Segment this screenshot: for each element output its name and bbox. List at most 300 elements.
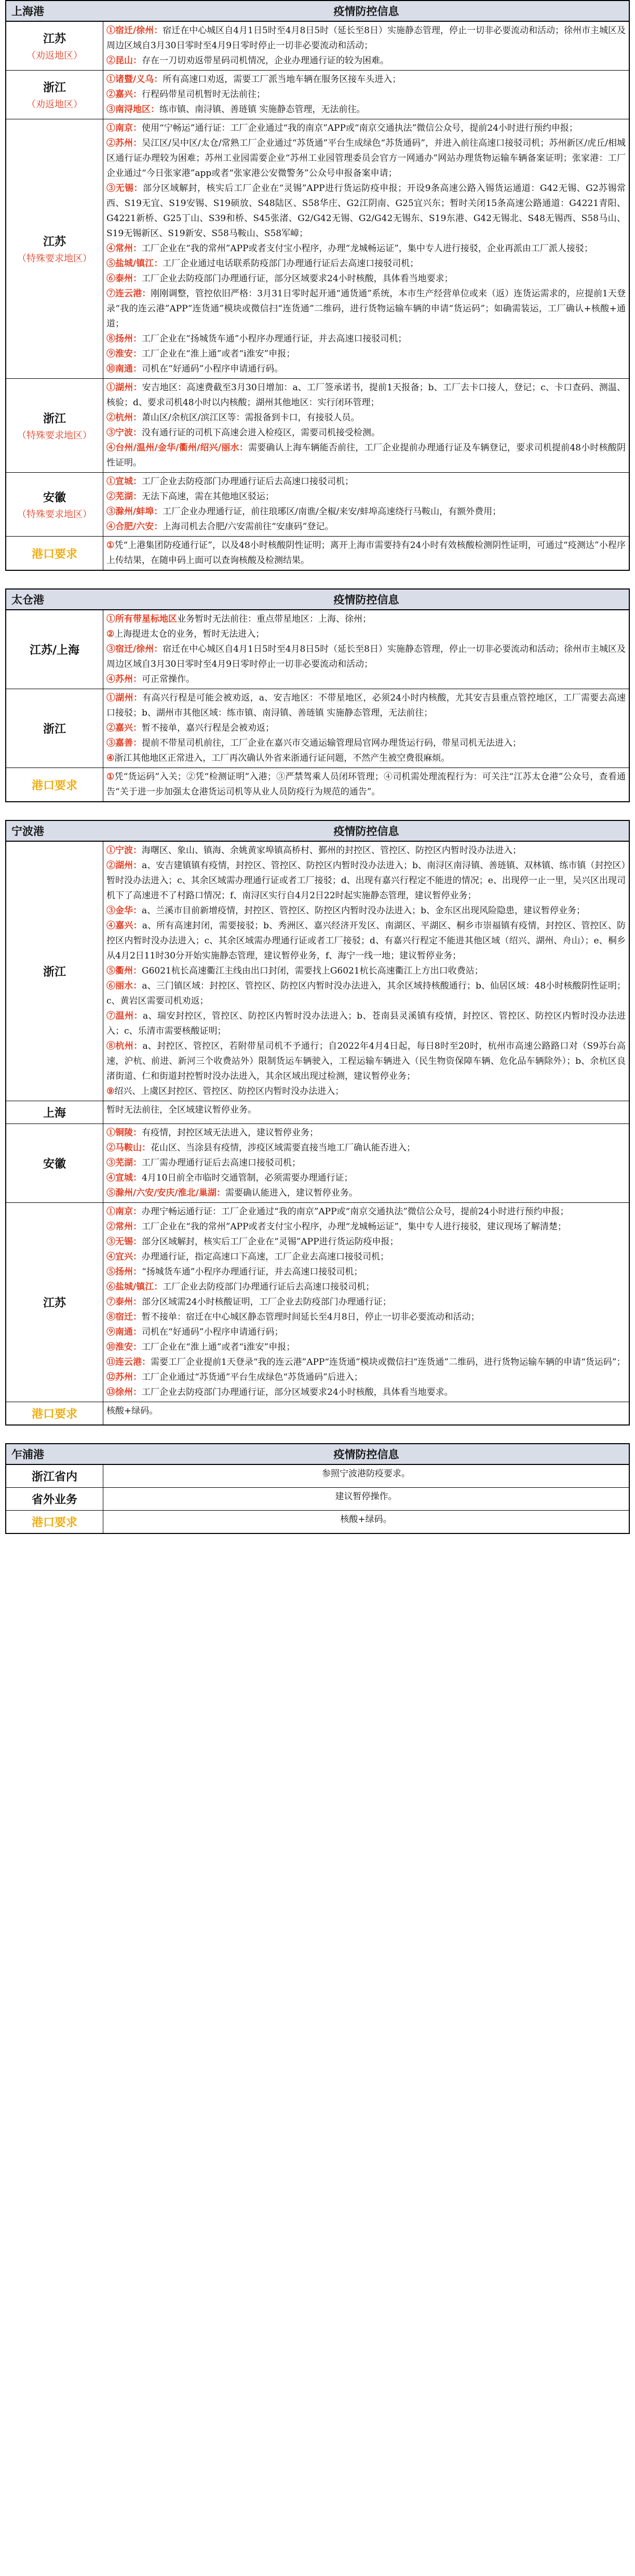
policy-text bbox=[103, 22, 629, 70]
item-text: 工厂企业在“我的常州”APP或者支付宝小程序，办理“龙城畅运证”，集中专人进行接驳，企业再派由工厂派人接驳； bbox=[142, 243, 593, 254]
item-number: ① bbox=[106, 693, 116, 703]
region-name: 浙江 bbox=[43, 966, 66, 979]
region-name: 江苏/上海 bbox=[29, 644, 80, 657]
item-location: 苏州： bbox=[115, 138, 142, 148]
item-text: a、兰溪市目前新增疫情，封控区、管控区、防控区内暂时没办法进入；b、金东区出现风险隐患，建议暂停业务； bbox=[142, 906, 586, 916]
item-text: 工厂企业去防疫部门办理通行证，部分区域要求24小时核酸，具体看当地要求； bbox=[142, 273, 453, 284]
item-number: ② bbox=[106, 89, 115, 100]
item-number: ⑦ bbox=[106, 289, 116, 299]
item-text: 需要确认能进入，建议暂停业务。 bbox=[225, 1188, 358, 1198]
item-location: 淮安： bbox=[115, 1342, 142, 1352]
item-number: ⑦ bbox=[106, 1011, 116, 1021]
region-cell bbox=[6, 768, 103, 801]
item-location: 衢州： bbox=[115, 966, 142, 976]
region-row bbox=[6, 1488, 629, 1511]
item-text: 没有通行证的司机下高速会进入检疫区，需要司机接受检测。 bbox=[142, 428, 380, 438]
region-cell bbox=[6, 22, 103, 70]
policy-item bbox=[106, 332, 626, 347]
item-location: 无锡： bbox=[115, 1237, 142, 1247]
region-name: 浙江 bbox=[43, 81, 66, 94]
port-name: 乍浦港 bbox=[11, 1448, 44, 1461]
item-location: 盐城/镇江： bbox=[115, 1282, 163, 1292]
policy-item bbox=[106, 736, 626, 751]
item-text: 花山区、当涂县有疫情，涉疫区域需要直接当地工厂确认能否进入； bbox=[151, 1143, 415, 1153]
item-number: ③ bbox=[106, 183, 116, 194]
policy-item bbox=[106, 538, 626, 568]
region-name: 上海 bbox=[43, 1107, 66, 1120]
item-number: ④ bbox=[106, 522, 115, 532]
item-location: 嘉兴： bbox=[115, 89, 142, 100]
policy-text bbox=[103, 842, 629, 1101]
item-text: a、安吉建镇镇有疫情，封控区、管控区、防控区内暂时没办法进入；b、南浔区南浔镇、善琏镇、双林镇、练市镇（封控区）暂时没办法进入；c、其余区域需办理通行证或者工厂接驳；d、出现有嘉兴行程定不能进的情况；e、出现停一止一里，吴兴区出现司机下了高速进不了村路口情况；f、南浔区实行自4月2日22时起实施静态管理，建议暂停业务； bbox=[106, 860, 626, 901]
region-cell bbox=[6, 610, 103, 689]
policy-item bbox=[106, 87, 626, 102]
policy-item bbox=[106, 1126, 626, 1141]
item-text: a、三门镇区域：封控区、管控区、防控区内暂时没办法进入，其余区域持核酸通行；b、仙居区域：48小时核酸阴性证明；c、黄岩区需要司机劝返； bbox=[106, 981, 626, 1006]
region-row bbox=[6, 1124, 629, 1203]
item-location: 宣城： bbox=[115, 1173, 142, 1183]
item-location: 宿迁/徐州： bbox=[115, 25, 163, 36]
section-gap bbox=[5, 571, 630, 588]
policy-item bbox=[106, 53, 626, 68]
policy-text bbox=[103, 1124, 629, 1202]
item-number: ② bbox=[106, 138, 116, 148]
item-text: 暂时无法前往，全区域建议暂停业务。 bbox=[106, 1105, 256, 1115]
port-section bbox=[5, 1443, 630, 1534]
item-text: 所有高速口劝返，需要工厂派当地车辆在服务区接车头进入； bbox=[163, 74, 401, 85]
item-location: 杭州： bbox=[115, 1041, 143, 1051]
item-text: 上海提进太仓的业务，暂时无法进入； bbox=[114, 629, 265, 639]
policy-item bbox=[106, 964, 626, 979]
policy-item bbox=[106, 1204, 626, 1220]
policy-item bbox=[106, 1325, 626, 1340]
policy-item bbox=[106, 642, 626, 672]
item-number: ⑨ bbox=[106, 1086, 115, 1097]
item-location: 湖州： bbox=[115, 693, 143, 703]
item-text: a、瑞安封控区，管控区、防控区内暂时没办法进入；b、苍南县灵溪镇有疫情，封控区、管控区、防控区内暂时没办法进入；c、乐清市需要核酸证明； bbox=[106, 1011, 626, 1036]
item-text: 工厂企业在“淮上通”或者“i淮安”申报； bbox=[142, 349, 295, 359]
item-number: ④ bbox=[106, 1173, 115, 1183]
section-header bbox=[6, 1444, 629, 1465]
policy-item bbox=[106, 627, 626, 642]
item-number: ② bbox=[106, 723, 115, 733]
policy-text bbox=[103, 473, 629, 536]
item-text: a、所有高速封闭，需要接驳；b、秀洲区、嘉兴经济开发区、南湖区、平湖区、桐乡市崇福镇有疫情，封控区、管控区、防控区内暂时没办法进入；c、其余区域需办理通行证或者工厂接驳；d、有嘉兴行程定不能进其他区域（绍兴、湖州、舟山）；e、桐乡从4月2日11时30分开始实施静态管理，建议暂停业务，f、海宁一线一地；建议暂停业务； bbox=[106, 921, 626, 961]
item-text: 暂不接单：宿迁在中心城区静态管理时间延长至4月8日，停止一切非必要流动和活动； bbox=[142, 1312, 480, 1322]
item-text: 工厂企业通过“苏货通”平台生成绿色“苏货通码”后进入； bbox=[142, 1372, 363, 1382]
policy-item bbox=[106, 721, 626, 736]
region-name: 港口要求 bbox=[31, 1516, 77, 1529]
item-text: 吴江区/吴中区/太仓/常熟工厂企业通过“苏货通”平台生成绿色“苏货通码”，并进入前往高速口接驳司机；苏州新区/虎丘/相城区通行证办理较为困难；苏州工业园需要企业“苏州工业园管理委员会官方一网通办”网站办理货物运输车辆备案证明；张家港：工厂企业通过“今日张家港”app或者“张家港公安微警务”公众号申报备案申请； bbox=[106, 138, 626, 179]
policy-item bbox=[106, 181, 626, 241]
policy-item bbox=[106, 1156, 626, 1171]
item-location: 铜陵： bbox=[115, 1128, 142, 1138]
policy-item bbox=[106, 347, 626, 362]
region-note: （劝返地区） bbox=[26, 50, 83, 61]
region-name: 浙江 bbox=[43, 412, 66, 426]
item-number: ① bbox=[106, 74, 115, 85]
region-cell bbox=[6, 842, 103, 1101]
item-number: ③ bbox=[106, 644, 116, 654]
item-text: 工厂企业在“扬城货车通”小程序办理通行证，并去高速口接驳司机； bbox=[142, 334, 407, 344]
item-text: G6021杭长高速衢江主线由出口封闭，需要找上G6021杭长高速衢江上方出口收费站； bbox=[142, 966, 483, 976]
item-text: 工厂需办理通行证后去高速口接驳司机； bbox=[142, 1158, 301, 1168]
policy-item bbox=[106, 691, 626, 721]
item-text: 需要工厂企业提前1天登录“我的连云港”APP“连货通”模块或微信扫“连货通”二维码，进行货物运输车辆的申请“货运码”； bbox=[151, 1357, 626, 1367]
item-number: ② bbox=[106, 413, 115, 423]
item-text: 参照宁波港防疫要求。 bbox=[322, 1469, 410, 1479]
item-number: ⑫ bbox=[106, 1372, 115, 1382]
section-title: 疫情防控信息 bbox=[333, 825, 399, 838]
item-text: 浙江其他地区正常进入，工厂再次确认外省来浙通行证问题，不然产生被空费很麻烦。 bbox=[114, 753, 450, 763]
item-location: 宣城： bbox=[115, 476, 142, 487]
policy-item bbox=[106, 441, 626, 471]
item-location: 台州/温州/金华/衢州/绍兴/丽水： bbox=[115, 443, 248, 453]
item-text: 练市镇、南浔镇、善琏镇 实施静态管理，无法前往。 bbox=[159, 104, 366, 115]
section-title: 疫情防控信息 bbox=[333, 594, 399, 606]
policy-text bbox=[103, 379, 629, 472]
region-name: 安徽 bbox=[43, 1158, 66, 1171]
item-location: 盐城/镇江： bbox=[115, 258, 163, 269]
region-cell bbox=[6, 1488, 103, 1510]
item-number: ⑩ bbox=[106, 1342, 115, 1352]
item-number: ② bbox=[106, 1222, 115, 1232]
policy-item bbox=[106, 919, 626, 964]
item-location: 杭州： bbox=[115, 413, 142, 423]
item-text: 有高兴行程是可能会被劝返，a、安吉地区：不带星地区，必须24小时内核酸，尤其安吉县重点管控地区，工厂需要去高速口接驳；b、湖州市其他区域：练市镇、南浔镇、善琏镇 实施静态管理，无法前往； bbox=[106, 693, 626, 718]
item-text: 核酸+绿码。 bbox=[106, 1406, 158, 1416]
region-row bbox=[6, 842, 629, 1101]
item-number: ⑧ bbox=[106, 1041, 116, 1051]
item-number: ⑩ bbox=[106, 364, 115, 374]
item-location: 嘉善： bbox=[115, 738, 142, 748]
item-location: 湖州： bbox=[115, 382, 142, 393]
item-location: 南通： bbox=[115, 364, 142, 374]
region-name: 浙江 bbox=[43, 723, 66, 736]
item-text: 绍兴、上虞区封控区、管控区、防控区内暂时没办法进入； bbox=[114, 1086, 344, 1097]
item-location: 温州： bbox=[115, 1011, 143, 1021]
item-number: ③ bbox=[106, 1237, 115, 1247]
item-number: ① bbox=[106, 540, 115, 551]
item-location: 合肥/六安： bbox=[115, 522, 163, 532]
item-location: 扬州： bbox=[115, 1267, 142, 1277]
region-name: 港口要求 bbox=[31, 779, 77, 792]
item-text: 凭“货运码”入关；②凭“检测证明”入港；③严禁驾乘人员闭环管理；④司机需处理流程行为：可关注“江苏太仓港”公众号，查看通告“关于进一步加强太仓港货运司机等从业人员防疫行为规范的通告”。 bbox=[106, 772, 626, 797]
item-location: 南浔地区： bbox=[115, 104, 159, 115]
region-cell bbox=[6, 119, 103, 378]
region-cell bbox=[6, 71, 103, 119]
region-note: （特殊要求地区） bbox=[17, 509, 92, 520]
policy-item bbox=[106, 241, 626, 256]
item-number: ① bbox=[106, 772, 115, 782]
item-text: 建议暂停操作。 bbox=[335, 1491, 397, 1502]
item-location: 宜兴： bbox=[115, 1252, 142, 1262]
item-text: 工厂企业通过电话联系防疫部门办理通行证后去高速口接驳司机； bbox=[163, 258, 419, 269]
item-number: ① bbox=[106, 614, 115, 624]
policy-text bbox=[103, 537, 629, 570]
policy-item bbox=[106, 1009, 626, 1039]
policy-item bbox=[106, 1280, 626, 1295]
item-number: ③ bbox=[106, 428, 115, 438]
port-name: 太仓港 bbox=[11, 594, 44, 606]
item-text: 工厂企业去防疫部门办理通行证，部分区域要求24小时核酸，具体看当地要求。 bbox=[142, 1387, 453, 1397]
region-cell bbox=[6, 1402, 103, 1424]
item-location: 诸暨/义乌： bbox=[115, 74, 163, 85]
section-gap bbox=[5, 802, 630, 820]
item-text: 办理宁畅运通行证：工厂企业通过“我的南京”APP或“南京交通执法”微信公众号，提前24小时进行预约申报； bbox=[142, 1207, 569, 1217]
region-name: 江苏 bbox=[43, 236, 66, 249]
policy-item bbox=[106, 1039, 626, 1084]
item-location: 泰州： bbox=[115, 1297, 142, 1307]
item-text: 核酸+绿码。 bbox=[340, 1514, 392, 1525]
policy-item bbox=[106, 1355, 626, 1370]
item-text: 司机在“好通码”小程序申请通行码； bbox=[142, 1327, 283, 1337]
region-row bbox=[6, 537, 629, 570]
region-name: 省外业务 bbox=[31, 1493, 77, 1506]
region-row bbox=[6, 1402, 629, 1424]
region-row bbox=[6, 473, 629, 537]
item-number: ⑧ bbox=[106, 1312, 115, 1322]
item-text: 办理通行证，指定高速口下高速，工厂企业去高速口接驳司机； bbox=[142, 1252, 389, 1262]
item-text: 部分区域解封，核实后工厂企业在“灵锡”APP进行货运防疫申报； bbox=[142, 1237, 399, 1247]
item-location: 芜湖： bbox=[115, 1158, 142, 1168]
item-text: 业务暂时无法前往：重点带星地区：上海、徐州； bbox=[177, 614, 371, 624]
item-text: 工厂企业去防疫部门办理通行证后去高速口接驳司机； bbox=[142, 476, 354, 487]
item-number: ⑥ bbox=[106, 273, 115, 284]
item-text: 存在一刀切劝返带星码司机情况，企业办理通行证的较为困难。 bbox=[142, 56, 389, 66]
policy-item bbox=[106, 380, 626, 410]
policy-item bbox=[106, 1467, 626, 1482]
item-location: 嘉兴： bbox=[115, 723, 142, 733]
policy-item bbox=[106, 362, 626, 377]
policy-item bbox=[106, 1404, 626, 1419]
policy-item bbox=[106, 1235, 626, 1250]
item-number: ① bbox=[106, 382, 116, 393]
region-note: （特殊要求地区） bbox=[17, 253, 92, 264]
item-number: ① bbox=[106, 476, 115, 487]
policy-item bbox=[106, 489, 626, 504]
item-text: 上海司机去合肥/六安需前往“安康码”登记。 bbox=[163, 522, 334, 532]
item-location: 滁州/六安/安庆/淮北/巢湖： bbox=[115, 1188, 225, 1198]
item-location: 南京： bbox=[115, 123, 142, 133]
policy-item bbox=[106, 1295, 626, 1310]
item-number: ④ bbox=[106, 443, 116, 453]
item-location: 宿迁/徐州： bbox=[115, 644, 163, 654]
item-location: 徐州： bbox=[115, 1387, 142, 1397]
item-text: 有疫情，封控区域无法进入，建议暂停业务； bbox=[142, 1128, 318, 1138]
policy-item bbox=[106, 23, 626, 53]
policy-item bbox=[106, 271, 626, 286]
region-row bbox=[6, 689, 629, 768]
policy-item bbox=[106, 286, 626, 332]
item-text: 司机在“好通码”小程序申请通行码。 bbox=[142, 364, 283, 374]
port-name: 宁波港 bbox=[11, 825, 44, 838]
item-text: 萧山区/余杭区/滨江区等：需报备到卡口，有接驳人员。 bbox=[142, 413, 360, 423]
item-number: ④ bbox=[106, 243, 115, 254]
policy-text bbox=[103, 1203, 629, 1402]
region-name: 江苏 bbox=[43, 33, 66, 46]
region-row bbox=[6, 1511, 629, 1533]
item-number: ② bbox=[106, 491, 115, 502]
item-location: 连云港： bbox=[115, 289, 151, 299]
policy-text bbox=[103, 1511, 629, 1533]
item-number: ③ bbox=[106, 506, 115, 517]
item-text: 无法下高速，需在其他地区驳运； bbox=[142, 491, 274, 502]
port-section bbox=[5, 820, 630, 1426]
item-number: ④ bbox=[106, 753, 115, 763]
policy-item bbox=[106, 256, 626, 271]
item-location: 宁波： bbox=[115, 428, 142, 438]
item-text: 可正常操作。 bbox=[142, 674, 195, 684]
item-location: 金华： bbox=[115, 906, 142, 916]
policy-item bbox=[106, 1250, 626, 1265]
policy-item bbox=[106, 1220, 626, 1235]
item-text: 工厂企业去防疫部门办理通行证后去高速口接驳司机； bbox=[163, 1282, 375, 1292]
region-cell bbox=[6, 537, 103, 570]
policy-item bbox=[106, 72, 626, 87]
item-number: ⑤ bbox=[106, 1267, 115, 1277]
item-location: 常州： bbox=[115, 1222, 142, 1232]
item-text: 暂不接单，嘉兴行程是会被劝返； bbox=[142, 723, 274, 733]
region-cell bbox=[6, 689, 103, 768]
item-text: 部分区域需24小时核酸证明，工厂企业去防疫部门办理通行证； bbox=[142, 1297, 391, 1307]
policy-item bbox=[106, 770, 626, 800]
policy-item bbox=[106, 843, 626, 858]
item-number: ⑪ bbox=[106, 1357, 115, 1367]
policy-item bbox=[106, 672, 626, 687]
item-location: 扬州： bbox=[115, 334, 142, 344]
item-text: 提前不带星司机前往，工厂企业在嘉兴市交通运输管理局官网办理货运行码，带星司机无法进入； bbox=[142, 738, 521, 748]
item-location: 无锡： bbox=[115, 183, 143, 194]
policy-item bbox=[106, 102, 626, 117]
region-row bbox=[6, 1465, 629, 1488]
region-row bbox=[6, 610, 629, 689]
policy-item bbox=[106, 504, 626, 519]
policy-text bbox=[103, 610, 629, 689]
item-number: ① bbox=[106, 123, 115, 133]
section-header bbox=[6, 1, 629, 22]
document bbox=[5, 0, 630, 1534]
item-number: ⑥ bbox=[106, 1282, 115, 1292]
region-row bbox=[6, 22, 629, 71]
item-location: 苏州： bbox=[115, 1372, 142, 1382]
item-text: 工厂企业在“我的常州”APP或者支付宝小程序，办理“龙城畅运证”，集中专人进行接驳，建议现场了解清楚； bbox=[142, 1222, 566, 1232]
policy-item bbox=[106, 903, 626, 919]
region-cell bbox=[6, 473, 103, 536]
policy-item bbox=[106, 1084, 626, 1099]
item-number: ② bbox=[106, 860, 116, 871]
item-text: 使用“宁畅运”通行证：工厂企业通过“我的南京”APP或“南京交通执法”微信公众号，提前24小时进行预约申报； bbox=[142, 123, 578, 133]
port-section bbox=[5, 588, 630, 802]
policy-text bbox=[103, 689, 629, 768]
policy-text bbox=[103, 1488, 629, 1510]
item-number: ⑬ bbox=[106, 1387, 115, 1397]
item-number: ④ bbox=[106, 921, 116, 931]
item-number: ⑨ bbox=[106, 349, 115, 359]
port-name: 上海港 bbox=[11, 5, 44, 18]
policy-item bbox=[106, 1370, 626, 1385]
region-name: 港口要求 bbox=[31, 547, 77, 561]
policy-text bbox=[103, 1101, 629, 1123]
item-location: 苏州： bbox=[115, 674, 142, 684]
section-header bbox=[6, 821, 629, 842]
section-title: 疫情防控信息 bbox=[333, 5, 399, 18]
policy-item bbox=[106, 136, 626, 181]
region-row bbox=[6, 1101, 629, 1124]
item-number: ② bbox=[106, 629, 115, 639]
region-name: 浙江省内 bbox=[31, 1471, 77, 1484]
item-number: ③ bbox=[106, 104, 115, 115]
item-number: ① bbox=[106, 1128, 115, 1138]
section-title: 疫情防控信息 bbox=[333, 1448, 399, 1461]
item-text: 刚刚调整，管控依旧严格：3月31日零时起开通“通货通”系统，本市生产经营单位或来（返）连货运需求的，应提前1天登录“我的连云港”APP“连货通”模块或微信扫“连货通”二维码，进行货物运输车辆的申请“货运码”；如确需装运，工厂确认+核酸+通道； bbox=[106, 289, 626, 329]
item-number: ② bbox=[106, 56, 115, 66]
item-text: 宿迁在中心城区自4月1日5时至4月8日5时（延长至8日）实施静态管理，停止一切非必要流动和活动；徐州市主城区及周边区域自3月30日零时至4月9日零时停止一切非必要流动和活动； bbox=[106, 25, 626, 51]
policy-text bbox=[103, 119, 629, 378]
region-cell bbox=[6, 1101, 103, 1123]
item-location: 嘉兴： bbox=[115, 921, 142, 931]
policy-item bbox=[106, 519, 626, 535]
region-row bbox=[6, 379, 629, 473]
item-number: ⑤ bbox=[106, 258, 115, 269]
item-number: ① bbox=[106, 1207, 115, 1217]
item-location: 淮安： bbox=[115, 349, 142, 359]
item-number: ④ bbox=[106, 1252, 115, 1262]
item-location: 滁州/蚌埠： bbox=[115, 506, 163, 517]
item-number: ④ bbox=[106, 674, 115, 684]
region-cell bbox=[6, 1124, 103, 1202]
item-number: ⑧ bbox=[106, 334, 115, 344]
policy-item bbox=[106, 1340, 626, 1355]
item-number: ⑦ bbox=[106, 1297, 115, 1307]
policy-text bbox=[103, 768, 629, 801]
item-text: 部分区域解封，核实后工厂企业在“灵锡”APP进行货运防疫申报；开设9条高速公路入锡货运通道：G42无锡、G2苏锡常西、S19无宜、S19安锡、S19硕放、S48陆区、S58华庄、G2江阴南、G25宜兴东；暂时关闭15条高速公路通道：G4221青阳、G4221新桥、G25丁山、S39和桥、S45张渚、G2/G42无锡、G2/G42无锡东、S19东港、G42无锡北、S48无锡西、S58马山、S19无锡新区、S19新安、S58马鞍山、S58军嶂； bbox=[106, 183, 626, 239]
policy-item bbox=[106, 1103, 626, 1118]
policy-item bbox=[106, 612, 626, 627]
policy-item bbox=[106, 474, 626, 489]
item-text: 需要确认上海车辆能否前往，工厂企业提前办理通行证及车辆登记，要求司机提前48小时核酸阴性证明。 bbox=[106, 443, 626, 468]
item-text: 安吉地区：高速费截至3月30日增加：a、工厂签承诺书，提前1天报备；b、工厂去卡口接人，登记；c、卡口查码、测温、核验；d、要求司机48小时以内核酸；湖州其他地区：实行闭环管理； bbox=[106, 382, 626, 408]
item-number: ⑤ bbox=[106, 966, 115, 976]
item-number: ③ bbox=[106, 738, 115, 748]
item-location: 宿迁： bbox=[115, 1312, 142, 1322]
policy-text bbox=[103, 1402, 629, 1424]
region-cell bbox=[6, 1203, 103, 1402]
item-location: 连云港： bbox=[115, 1357, 151, 1367]
region-cell bbox=[6, 1511, 103, 1533]
region-row bbox=[6, 1203, 629, 1402]
item-number: ① bbox=[106, 845, 115, 856]
policy-item bbox=[106, 1489, 626, 1504]
policy-item bbox=[106, 858, 626, 903]
item-location: 宁波： bbox=[115, 845, 142, 856]
item-text: 海曙区、象山、镇海、余姚黄家埠镇高桥村、鄞州的封控区、管控区、防控区内暂时没办法进入； bbox=[142, 845, 521, 856]
item-text: 行程码带星司机暂时无法前往； bbox=[142, 89, 265, 100]
item-location: 丽水： bbox=[115, 981, 142, 991]
item-location: 昆山： bbox=[115, 56, 142, 66]
region-name: 港口要求 bbox=[31, 1408, 77, 1421]
region-cell bbox=[6, 1465, 103, 1487]
policy-item bbox=[106, 410, 626, 426]
policy-item bbox=[106, 1385, 626, 1400]
item-number: ⑥ bbox=[106, 981, 116, 991]
policy-item bbox=[106, 1141, 626, 1156]
item-location: 芜湖： bbox=[115, 491, 142, 502]
policy-item bbox=[106, 1310, 626, 1325]
item-location: 泰州： bbox=[115, 273, 142, 284]
region-note: （劝返地区） bbox=[26, 99, 83, 110]
item-text: 工厂企业办理通行证，前往琅琊区/南谯/全椒/来安/蚌埠高速绕行马鞍山，有额外费用； bbox=[163, 506, 502, 517]
